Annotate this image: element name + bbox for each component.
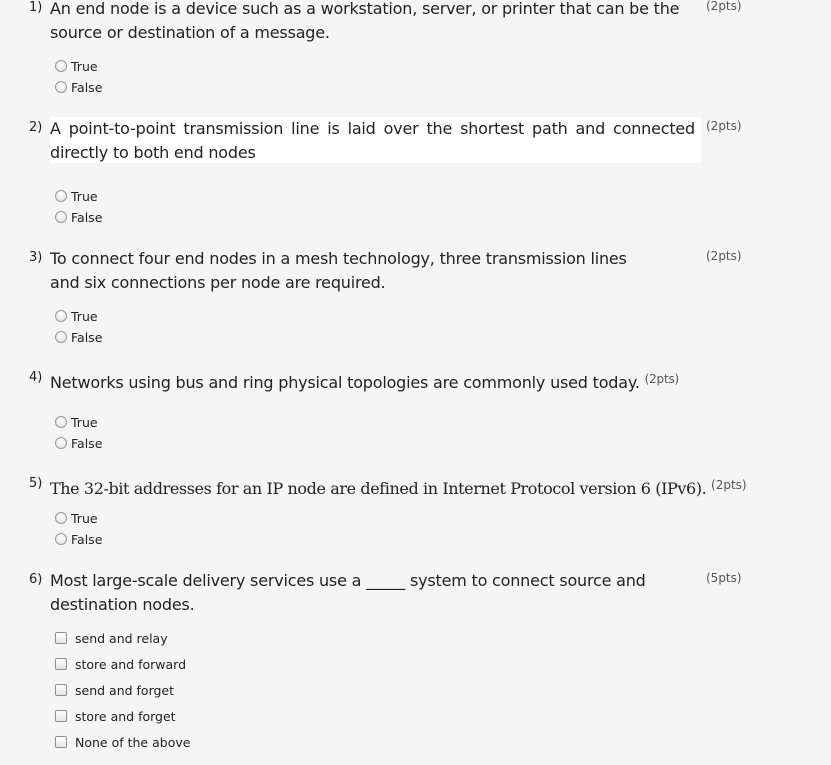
radio-button[interactable]	[55, 211, 67, 223]
radio-button[interactable]	[55, 437, 67, 449]
checkbox[interactable]	[55, 658, 67, 670]
points-label: (2pts)	[706, 249, 742, 263]
option-label: True	[71, 188, 98, 204]
option-true[interactable]	[55, 307, 98, 325]
question-number: 5)	[29, 476, 43, 491]
question-number: 1)	[29, 0, 43, 15]
option-false[interactable]	[55, 434, 102, 452]
option-label: True	[71, 308, 98, 324]
option-label: send and relay	[75, 630, 168, 646]
option-store-and-forget[interactable]	[55, 707, 176, 725]
option-true[interactable]	[55, 187, 98, 205]
option-label: send and forget	[75, 682, 175, 698]
checkbox[interactable]	[55, 710, 67, 722]
question-text: A point-to-point transmission line is laid over the shortest path and connected directly to both end nodes	[50, 117, 701, 163]
option-send-and-forget[interactable]	[55, 681, 174, 699]
option-label: True	[71, 58, 98, 74]
question-text: To connect four end nodes in a mesh technology, three transmission lines and six connections per node are required.	[50, 249, 627, 292]
option-label: False	[71, 531, 103, 547]
option-label: True	[71, 414, 98, 430]
radio-button[interactable]	[55, 416, 67, 428]
option-none-of-the-above[interactable]	[55, 733, 190, 751]
question-text-body: The 32-bit addresses for an IP node are defined in Internet Protocol version 6 (IPv6).	[50, 479, 707, 498]
points-label: (2pts)	[706, 0, 742, 13]
radio-button[interactable]	[55, 331, 67, 343]
question-text	[50, 473, 770, 501]
question-number: 2)	[29, 120, 43, 135]
option-label: store and forget	[75, 708, 176, 724]
checkbox[interactable]	[55, 736, 67, 748]
option-false[interactable]	[55, 208, 102, 226]
option-label: False	[71, 79, 103, 95]
option-false[interactable]	[55, 328, 102, 346]
points-label: (2pts)	[711, 478, 747, 492]
checkbox[interactable]	[55, 684, 67, 696]
question-text	[50, 367, 750, 395]
option-label: False	[71, 329, 103, 345]
question-number: 3)	[29, 250, 43, 265]
radio-button[interactable]	[55, 190, 67, 202]
option-false[interactable]	[55, 530, 102, 548]
points-label: (2pts)	[706, 119, 742, 133]
points-label: (5pts)	[706, 571, 742, 585]
radio-button[interactable]	[55, 310, 67, 322]
radio-button[interactable]	[55, 60, 67, 72]
option-label: False	[71, 209, 103, 225]
option-label: None of the above	[75, 734, 191, 750]
question-number: 6)	[29, 572, 43, 587]
radio-button[interactable]	[55, 81, 67, 93]
option-label: store and forward	[75, 656, 187, 672]
option-label: False	[71, 435, 103, 451]
option-label: True	[71, 510, 98, 526]
question-number: 4)	[29, 370, 43, 385]
radio-button[interactable]	[55, 533, 67, 545]
question-text: An end node is a device such as a workstation, server, or printer that can be the source or destination of a message.	[50, 0, 680, 42]
option-send-and-relay[interactable]	[55, 629, 168, 647]
option-store-and-forward[interactable]	[55, 655, 186, 673]
option-true[interactable]	[55, 57, 98, 75]
question-text: Most large-scale delivery services use a _____ system to connect source and destination nodes.	[50, 571, 646, 614]
option-false[interactable]	[55, 78, 102, 96]
option-true[interactable]	[55, 509, 98, 527]
question-text-body: Networks using bus and ring physical topologies are commonly used today.	[50, 373, 640, 392]
checkbox[interactable]	[55, 632, 67, 644]
points-label: (2pts)	[644, 372, 680, 386]
option-true[interactable]	[55, 413, 98, 431]
radio-button[interactable]	[55, 512, 67, 524]
